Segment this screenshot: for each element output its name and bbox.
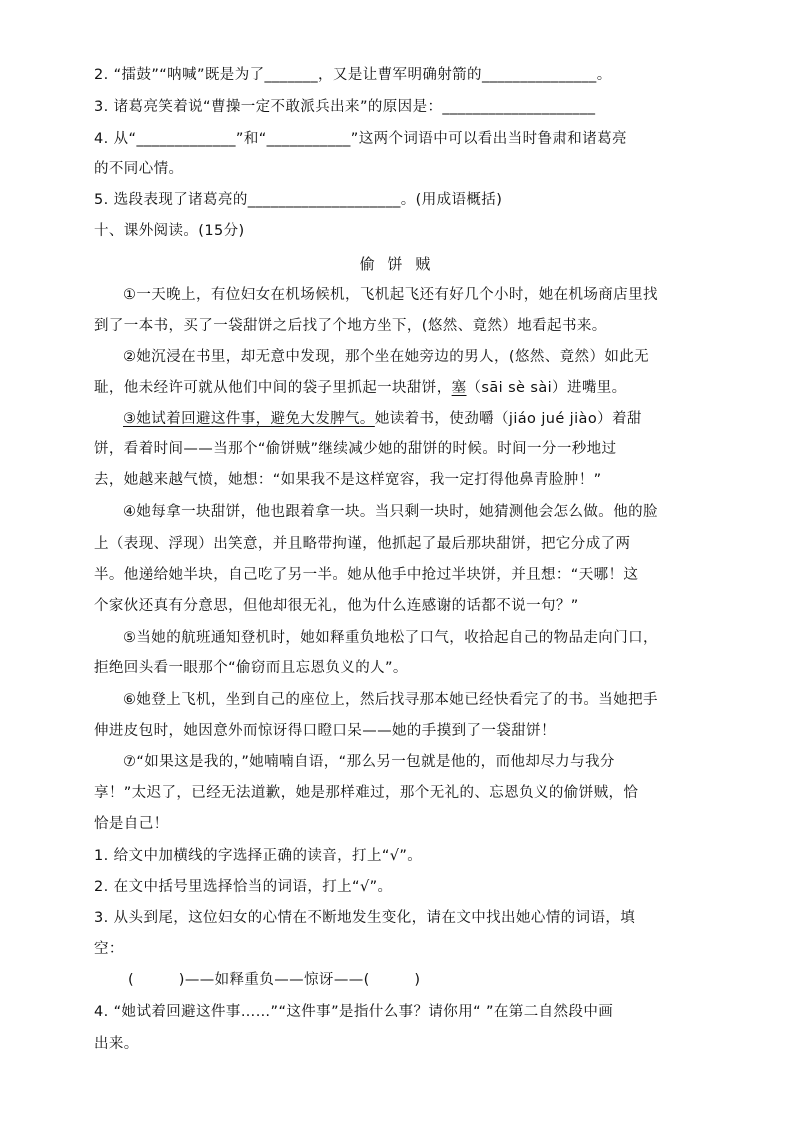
paragraph-5-line2: 拒绝回头看一眼那个“偷窃而且忘恩负义的人”。 — [94, 660, 408, 676]
paragraph-4-line2: 上（表现、浮现）出笑意，并且略带拘谨，他抓起了最后那块甜饼，把它分成了两 — [94, 536, 631, 552]
question-3-fill-blanks: ( )——如释重负——惊讶——( ) — [128, 972, 421, 988]
paragraph-3-line1 — [123, 408, 703, 430]
paragraph-5-line1: ⑤当她的航班通知登机时，她如释重负地松了口气，收拾起自己的物品走向门口， — [123, 630, 658, 646]
underlined-sentence: ③她试着回避这件事，避免大发脾气。 — [123, 411, 375, 427]
paragraph-3-line3: 去，她越来越气愤，她想：“如果我不是这样宽容，我一定打得他鼻青脸肿！” — [94, 472, 602, 488]
paragraph-4-line4: 个家伙还真有分意思，但他却很无礼，他为什么连感谢的话都不说一句？” — [94, 598, 579, 614]
question-5-top: 5. 选段表现了诸葛亮的____________________。(用成语概括) — [94, 192, 503, 208]
section-header: 十、课外阅读。(15分) — [94, 223, 245, 239]
paragraph-7-line1: ⑦“如果这是我的，”她喃喃自语，“那么另一包就是他的，而他却尽力与我分 — [123, 754, 615, 770]
question-2-bottom: 2. 在文中括号里选择恰当的词语，打上“√”。 — [94, 879, 393, 895]
paragraph-6-line2: 伸进皮包时，她因意外而惊讶得口瞪口呆——她的手摸到了一袋甜饼！ — [94, 723, 556, 739]
paragraph-1-line1: ①一天晚上，有位妇女在机场候机，飞机起飞还有好几个小时，她在机场商店里找 — [123, 287, 658, 303]
paragraph-6-line1: ⑥她登上飞机，坐到自己的座位上，然后找寻那本她已经快看完了的书。当她把手 — [123, 692, 658, 708]
marked-character-sai: 塞 — [451, 380, 467, 396]
question-4-bottom-line2: 出来。 — [94, 1036, 139, 1052]
paragraph-3-line1-rest: 她读着书，使劲嚼（jiáo jué jiào）着甜 — [374, 411, 642, 427]
question-3-bottom-line2: 空： — [94, 941, 124, 957]
paragraph-7-line3: 恰是自己！ — [94, 816, 169, 832]
paragraph-3-line2: 饼，看着时间——当那个“偷饼贼”继续减少她的甜饼的时候。时间一分一秒地过 — [94, 441, 617, 457]
paragraph-2-line1: ②她沉浸在书里，却无意中发现，那个坐在她旁边的男人，(悠然、竟然）如此无 — [123, 349, 650, 365]
paragraph-1-line2: 到了一本书，买了一袋甜饼之后找了个地方坐下，(悠然、竟然）地看起书来。 — [94, 318, 607, 334]
question-3-top: 3. 诸葛亮笑着说“曹操一定不敢派兵出来”的原因是：____________________ — [94, 99, 596, 115]
question-1-bottom: 1. 给文中加横线的字选择正确的读音，打上“√”。 — [94, 848, 423, 864]
question-2-top: 2. “擂鼓”“呐喊”既是为了_______，又是让曹军明确射箭的_______________。 — [94, 67, 612, 83]
paragraph-2-line2 — [94, 377, 704, 399]
question-4-bottom-line1: 4. “她试着回避这件事……”“这件事”是指什么事？请你用“ ”在第二自然段中画 — [94, 1004, 614, 1020]
question-4-top-line1: 4. 从“_____________”和“___________”这两个词语中可以看出当时鲁肃和诸葛亮 — [94, 131, 627, 147]
question-3-bottom-line1: 3. 从头到尾，这位妇女的心情在不断地发生变化，请在文中找出她心情的词语，填 — [94, 910, 636, 926]
paragraph-2-text-before: 耻，他未经许可就从他们中间的袋子里抓起一块甜饼， — [94, 380, 452, 396]
paragraph-4-line1: ④她每拿一块甜饼，他也跟着拿一块。当只剩一块时，她猜测他会怎么做。他的脸 — [123, 504, 658, 520]
paragraph-7-line2: 享！”太迟了，已经无法道歉，她是那样难过，那个无礼的、忘恩负义的偷饼贼，恰 — [94, 785, 639, 801]
question-4-top-line2: 的不同心情。 — [94, 161, 184, 177]
paragraph-2-text-after: （sāi sè sài）进嘴里。 — [466, 380, 627, 396]
story-title: 偷 饼 贼 — [359, 255, 435, 273]
paragraph-4-line3: 半。他递给她半块，自己吃了另一半。她从他手中抢过半块饼，并且想：“天哪！这 — [94, 567, 639, 583]
